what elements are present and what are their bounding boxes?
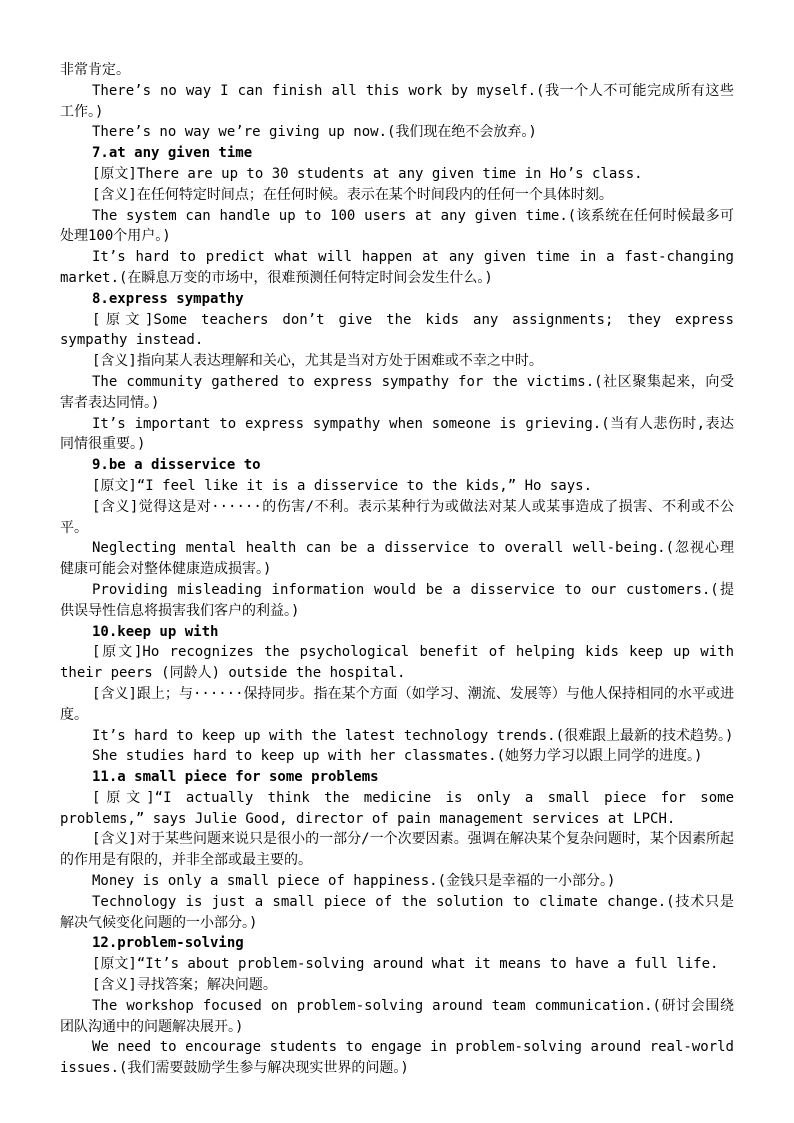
entry-original: [原文]Some teachers don’t give the kids any assignments; they express sympathy instead. [60,311,734,349]
entry-meaning: [含义]对于某些问题来说只是很小的一部分/一个次要因素。强调在解决某个复杂问题时，某个因素所起的作用是有限的，并非全部或最主要的。 [60,831,734,869]
entry-example: The workshop focused on problem-solving around team communication.(研讨会围绕团队沟通中的问题解决展开。) [60,997,734,1035]
entry-meaning: [含义]在任何特定时间点；在任何时候。表示在某个时间段内的任何一个具体时刻。 [92,186,613,203]
entry-title: 10.keep up with [92,623,219,640]
entry-original: [原文]Ho recognizes the psychological benefit of helping kids keep up with their peers (同龄人) outside the hospital. [60,644,734,682]
entry-example: We need to encourage students to engage in problem-solving around real-world issues.(我们需要鼓励学生参与解决现实世界的问题。) [60,1039,734,1077]
entry-7 [60,143,734,289]
entry-meaning: [含义]跟上；与······保持同步。指在某个方面（如学习、潮流、发展等）与他人保持相同的水平或进度。 [60,685,734,723]
entry-example: Providing misleading information would be a disservice to our customers.(提供误导性信息将损害我们客户的利益。) [60,581,734,619]
entry-meaning: [含义]觉得这是对······的伤害/不利。表示某种行为或做法对某人或某事造成了损害、不利或不公平。 [60,498,734,536]
entry-example: It’s hard to keep up with the latest technology trends.(很难跟上最新的技术趋势。) [92,727,734,744]
entry-title: 8.express sympathy [92,290,244,307]
entry-original: [原文]“I actually think the medicine is only a small piece for some problems,” says Julie Good, director of pain management services at LPCH. [60,789,734,827]
entry-example: The system can handle up to 100 users at any given time.(该系统在任何时候最多可处理100个用户。) [60,207,734,245]
entry-example: Neglecting mental health can be a disservice to overall well-being.(忽视心理健康可能会对整体健康造成损害。) [60,540,734,578]
entry-11 [60,767,734,933]
entry-original: [原文]“I feel like it is a disservice to the kids,” Ho says. [92,477,593,494]
entry-title: 7.at any given time [92,145,253,162]
entry-example: Money is only a small piece of happiness.(金钱只是幸福的一小部分。) [92,873,616,890]
entry-original: [原文]“It’s about problem-solving around what it means to have a full life. [92,956,719,973]
entry-title: 11.a small piece for some problems [92,769,379,786]
entry-meaning: [含义]寻找答案；解决问题。 [92,977,277,994]
entry-example: The community gathered to express sympathy for the victims.(社区聚集起来，向受害者表达同情。) [60,373,734,411]
entry-original: [原文]There are up to 30 students at any given time in Ho’s class. [92,165,643,182]
entry-example: It’s hard to predict what will happen at any given time in a fast-changing market.(在瞬息万变的市场中，很难预测任何特定时间会发生什么。) [60,249,734,286]
entry-example: It’s important to express sympathy when someone is grieving.(当有人悲伤时,表达同情很重要。) [60,415,734,453]
entry-10 [60,622,734,768]
entry-example: Technology is just a small piece of the solution to climate change.(技术只是解决气候变化问题的一小部分。) [60,893,734,931]
entry-title: 9.be a disservice to [92,457,261,474]
entry-meaning: [含义]指向某人表达理解和关心，尤其是当对方处于困难或不幸之中时。 [92,353,543,370]
entry-title: 12.problem-solving [92,935,244,952]
entry-12 [60,933,734,1079]
entry-8 [60,289,734,455]
entry-9 [60,455,734,621]
intro-example-1: There’s no way I can finish all this work by myself.(我一个人不可能完成所有这些工作。) [60,82,734,120]
intro-tail: 非常肯定。 [60,62,130,78]
intro-example-2: There’s no way we’re giving up now.(我们现在绝不会放弃。) [92,124,537,141]
entry-example: She studies hard to keep up with her classmates.(她努力学习以跟上同学的进度。) [92,748,703,765]
